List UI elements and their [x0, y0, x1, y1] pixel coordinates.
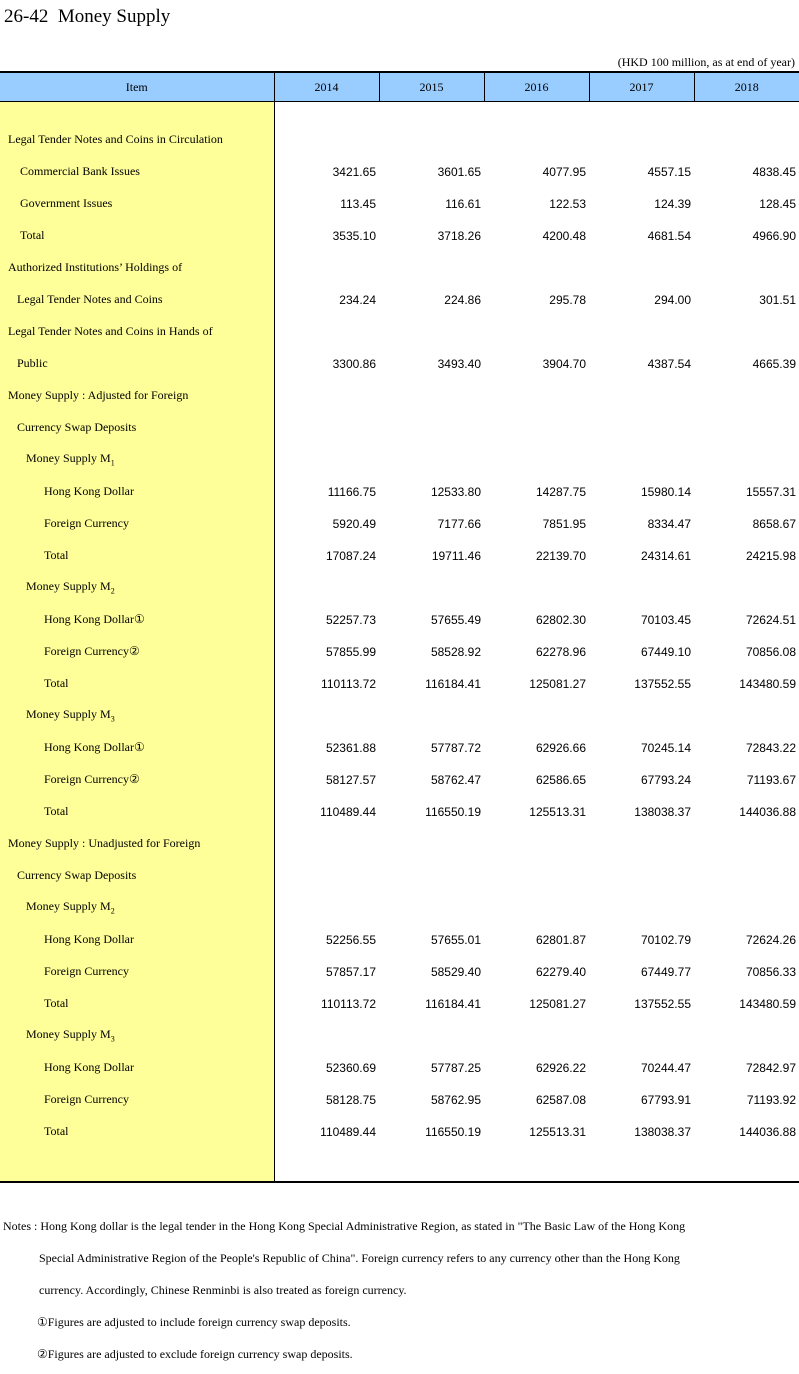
value-cell: 124.39 — [654, 196, 691, 211]
value-cell: 144036.88 — [739, 804, 796, 819]
row-label-text: Hong Kong Dollar① — [44, 740, 145, 754]
value-cell: 110489.44 — [320, 1124, 376, 1139]
row-label — [0, 796, 274, 828]
value-cell: 113.45 — [340, 196, 376, 211]
row-label-text: Money Supply M — [26, 899, 111, 914]
value-cell: 67449.77 — [640, 964, 691, 979]
row-label — [0, 732, 274, 764]
value-cell: 4665.39 — [752, 356, 796, 371]
value-cell: 3904.70 — [542, 356, 586, 371]
value-cell — [589, 572, 694, 604]
value-cell: 22139.70 — [535, 548, 586, 563]
row-label — [0, 316, 274, 348]
value-cell — [274, 700, 379, 732]
value-cell: 57855.99 — [325, 644, 376, 659]
footnote-1: ①Figures are adjusted to include foreign currency swap deposits. — [37, 1315, 351, 1329]
row-label — [0, 892, 274, 924]
value-cell — [379, 572, 484, 604]
table-row — [0, 636, 799, 668]
table-row — [0, 1020, 799, 1052]
row-label — [0, 924, 274, 956]
value-cell — [589, 252, 694, 284]
value-cell: 62802.30 — [535, 612, 586, 627]
table-row — [0, 700, 799, 732]
note-line: currency. Accordingly, Chinese Renminbi is also treated as foreign currency. — [39, 1283, 407, 1297]
value-cell — [589, 828, 694, 860]
value-cell: 7851.95 — [542, 516, 586, 531]
value-cell: 4557.15 — [647, 164, 691, 179]
value-cell: 3718.26 — [437, 228, 481, 243]
value-cell: 138038.37 — [634, 804, 691, 819]
row-label-text: Foreign Currency — [44, 964, 129, 978]
value-cell — [484, 700, 589, 732]
value-cell: 24314.61 — [640, 548, 691, 563]
row-label-text: Legal Tender Notes and Coins in Hands of — [8, 324, 213, 338]
value-cell — [379, 860, 484, 892]
row-label-text: Total — [44, 676, 69, 690]
year-header: 2017 — [589, 72, 694, 102]
value-cell: 301.51 — [759, 292, 796, 307]
row-label — [0, 668, 274, 700]
value-cell: 62926.22 — [535, 1060, 586, 1075]
row-label-text: Money Supply M — [26, 451, 111, 466]
notes-section — [3, 1214, 798, 1374]
value-cell: 4838.45 — [752, 164, 796, 179]
value-cell: 58128.75 — [325, 1092, 376, 1107]
value-cell: 62801.87 — [535, 932, 586, 947]
row-label-text: Public — [17, 356, 48, 370]
value-cell: 58762.95 — [430, 1092, 481, 1107]
value-cell — [694, 102, 799, 124]
value-cell: 57655.01 — [430, 932, 481, 947]
row-label-text: Government Issues — [20, 196, 113, 210]
row-label-subscript: 3 — [110, 714, 115, 724]
spacer-row — [0, 1148, 799, 1182]
value-cell — [379, 1020, 484, 1052]
value-cell — [484, 412, 589, 444]
value-cell: 15980.14 — [640, 484, 691, 499]
row-label-text: Foreign Currency — [44, 1092, 129, 1106]
value-cell: 3535.10 — [332, 228, 376, 243]
value-cell: 128.45 — [759, 196, 796, 211]
table-row — [0, 860, 799, 892]
value-cell: 4200.48 — [542, 228, 586, 243]
footnote-2: ②Figures are adjusted to exclude foreign currency swap deposits. — [37, 1347, 353, 1361]
value-cell: 125513.31 — [529, 804, 586, 819]
value-cell — [694, 700, 799, 732]
table-row — [0, 988, 799, 1020]
value-cell: 110113.72 — [321, 676, 376, 691]
row-label — [0, 700, 274, 732]
row-label — [0, 1052, 274, 1084]
value-cell: 71193.67 — [746, 772, 796, 787]
value-cell: 4681.54 — [647, 228, 691, 243]
value-cell: 58762.47 — [430, 772, 481, 787]
row-label — [0, 604, 274, 636]
value-cell — [379, 316, 484, 348]
row-label — [0, 1084, 274, 1116]
value-cell — [484, 316, 589, 348]
value-cell: 72843.22 — [745, 740, 796, 755]
value-cell: 14287.75 — [535, 484, 586, 499]
spacer-row — [0, 102, 799, 124]
value-cell — [589, 102, 694, 124]
row-label-text: Legal Tender Notes and Coins — [17, 292, 163, 306]
value-cell — [274, 252, 379, 284]
row-label — [0, 540, 274, 572]
value-cell: 125081.27 — [529, 676, 586, 691]
value-cell — [589, 1148, 694, 1182]
value-cell: 116.61 — [445, 196, 481, 211]
table-row — [0, 188, 799, 220]
row-label-text: Hong Kong Dollar — [44, 932, 134, 946]
value-cell: 116550.19 — [425, 804, 481, 819]
value-cell — [589, 380, 694, 412]
row-label — [0, 476, 274, 508]
value-cell: 122.53 — [549, 196, 586, 211]
note-line: Notes : Hong Kong dollar is the legal tender in the Hong Kong Special Administrative Region, as stated in "The Basic Law of the Hong Kong — [3, 1219, 686, 1233]
row-label — [0, 1116, 274, 1148]
value-cell: 58529.40 — [430, 964, 481, 979]
value-cell — [694, 892, 799, 924]
value-cell: 8334.47 — [647, 516, 691, 531]
value-cell — [379, 380, 484, 412]
value-cell — [484, 102, 589, 124]
year-header: 2016 — [484, 72, 589, 102]
value-cell: 70856.08 — [745, 644, 796, 659]
value-cell — [274, 412, 379, 444]
value-cell: 4387.54 — [647, 356, 691, 371]
row-label — [0, 956, 274, 988]
row-label-text: Total — [20, 228, 45, 242]
item-header: Item — [0, 72, 274, 102]
table-row — [0, 284, 799, 316]
row-label-text: Total — [44, 996, 69, 1010]
value-cell — [379, 444, 484, 476]
value-cell: 3300.86 — [332, 356, 376, 371]
value-cell: 67793.91 — [640, 1092, 691, 1107]
row-label-text: Currency Swap Deposits — [17, 868, 137, 882]
value-cell — [484, 1148, 589, 1182]
value-cell: 57857.17 — [325, 964, 376, 979]
value-cell: 67793.24 — [640, 772, 691, 787]
row-label-text: Total — [44, 804, 69, 818]
table-row — [0, 508, 799, 540]
row-label — [0, 348, 274, 380]
value-cell — [274, 1148, 379, 1182]
value-cell — [484, 1020, 589, 1052]
value-cell: 52257.73 — [325, 612, 376, 627]
value-cell: 224.86 — [444, 292, 481, 307]
value-cell: 62586.65 — [535, 772, 586, 787]
value-cell: 62279.40 — [535, 964, 586, 979]
value-cell: 137552.55 — [634, 996, 691, 1011]
value-cell: 62278.96 — [535, 644, 586, 659]
row-label — [0, 156, 274, 188]
page-title: 26-42 Money Supply — [4, 6, 171, 27]
value-cell: 138038.37 — [634, 1124, 691, 1139]
value-cell: 24215.98 — [745, 548, 796, 563]
table-row — [0, 604, 799, 636]
header-row — [0, 72, 799, 102]
value-cell — [589, 124, 694, 156]
row-label — [0, 412, 274, 444]
row-label — [0, 252, 274, 284]
value-cell — [274, 316, 379, 348]
table-row — [0, 956, 799, 988]
value-cell: 70245.14 — [640, 740, 691, 755]
value-cell — [589, 444, 694, 476]
table-row — [0, 252, 799, 284]
value-cell: 70244.47 — [640, 1060, 691, 1075]
table-row — [0, 540, 799, 572]
year-header: 2018 — [694, 72, 799, 102]
value-cell — [589, 1020, 694, 1052]
row-label-subscript: 2 — [110, 586, 115, 596]
money-supply-table — [0, 71, 799, 1183]
year-header: 2014 — [274, 72, 379, 102]
value-cell — [484, 380, 589, 412]
value-cell — [379, 412, 484, 444]
value-cell: 52256.55 — [325, 932, 376, 947]
value-cell: 7177.66 — [437, 516, 481, 531]
table-row — [0, 796, 799, 828]
value-cell: 52360.69 — [325, 1060, 376, 1075]
value-cell — [484, 572, 589, 604]
value-cell: 125513.31 — [529, 1124, 586, 1139]
value-cell: 8658.67 — [752, 516, 796, 531]
row-label-text: Money Supply M — [26, 579, 111, 594]
value-cell — [589, 316, 694, 348]
value-cell — [274, 444, 379, 476]
unit-note: (HKD 100 million, as at end of year) — [617, 55, 795, 69]
value-cell: 62587.08 — [535, 1092, 586, 1107]
row-label — [0, 188, 274, 220]
value-cell: 58528.92 — [430, 644, 481, 659]
row-label-subscript: 3 — [110, 1034, 115, 1044]
value-cell — [274, 572, 379, 604]
value-cell — [694, 124, 799, 156]
row-label-text: Hong Kong Dollar — [44, 484, 134, 498]
value-cell — [694, 444, 799, 476]
row-label — [0, 1020, 274, 1052]
value-cell: 62926.66 — [535, 740, 586, 755]
row-label — [0, 764, 274, 796]
table-row — [0, 348, 799, 380]
value-cell — [274, 892, 379, 924]
value-cell: 110113.72 — [321, 996, 376, 1011]
row-label-text: Hong Kong Dollar① — [44, 612, 145, 626]
table-row — [0, 1052, 799, 1084]
value-cell — [694, 380, 799, 412]
note-line: Special Administrative Region of the People's Republic of China". Foreign currency refers to any currency other than the Hong Kong — [39, 1251, 680, 1265]
value-cell: 137552.55 — [634, 676, 691, 691]
value-cell: 110489.44 — [320, 804, 376, 819]
value-cell: 52361.88 — [325, 740, 376, 755]
table-row — [0, 572, 799, 604]
value-cell: 17087.24 — [325, 548, 376, 563]
table-row — [0, 668, 799, 700]
value-cell: 143480.59 — [739, 676, 796, 691]
value-cell: 19711.46 — [431, 548, 481, 563]
row-label-text: Commercial Bank Issues — [20, 164, 140, 178]
year-header: 2015 — [379, 72, 484, 102]
row-label-text: Money Supply : Unadjusted for Foreign — [8, 836, 201, 850]
value-cell — [694, 860, 799, 892]
value-cell: 234.24 — [339, 292, 376, 307]
value-cell — [379, 102, 484, 124]
value-cell — [589, 412, 694, 444]
value-cell: 71193.92 — [746, 1092, 796, 1107]
value-cell: 72842.97 — [745, 1060, 796, 1075]
value-cell — [379, 1148, 484, 1182]
value-cell — [694, 252, 799, 284]
row-label — [0, 380, 274, 412]
value-cell — [484, 892, 589, 924]
table-row — [0, 892, 799, 924]
table-row — [0, 732, 799, 764]
label-cell — [0, 102, 274, 124]
row-label — [0, 444, 274, 476]
value-cell — [694, 1148, 799, 1182]
value-cell — [484, 828, 589, 860]
table-row — [0, 380, 799, 412]
value-cell: 72624.26 — [745, 932, 796, 947]
value-cell: 70102.79 — [640, 932, 691, 947]
value-cell — [379, 828, 484, 860]
row-label-text: Foreign Currency — [44, 516, 129, 530]
row-label-text: Foreign Currency② — [44, 772, 140, 786]
value-cell — [379, 892, 484, 924]
value-cell: 57655.49 — [430, 612, 481, 627]
row-label-text: Money Supply M — [26, 1027, 111, 1042]
value-cell — [379, 124, 484, 156]
value-cell: 116550.19 — [425, 1124, 481, 1139]
value-cell: 116184.41 — [425, 676, 481, 691]
value-cell: 295.78 — [549, 292, 586, 307]
value-cell — [484, 252, 589, 284]
row-label — [0, 828, 274, 860]
value-cell: 15557.31 — [745, 484, 796, 499]
value-cell — [484, 444, 589, 476]
row-label-text: Legal Tender Notes and Coins in Circulation — [8, 132, 223, 146]
value-cell: 4077.95 — [542, 164, 586, 179]
row-label-text: Currency Swap Deposits — [17, 420, 137, 434]
row-label-text: Hong Kong Dollar — [44, 1060, 134, 1074]
value-cell — [694, 1020, 799, 1052]
table-row — [0, 124, 799, 156]
value-cell: 116184.41 — [425, 996, 481, 1011]
value-cell: 144036.88 — [739, 1124, 796, 1139]
row-label — [0, 220, 274, 252]
value-cell: 11166.75 — [327, 484, 376, 499]
value-cell — [694, 828, 799, 860]
value-cell: 57787.25 — [430, 1060, 481, 1075]
row-label — [0, 508, 274, 540]
row-label — [0, 636, 274, 668]
value-cell: 125081.27 — [529, 996, 586, 1011]
row-label-text: Total — [44, 1124, 69, 1138]
value-cell — [694, 316, 799, 348]
value-cell — [274, 124, 379, 156]
value-cell: 57787.72 — [430, 740, 481, 755]
row-label — [0, 124, 274, 156]
value-cell: 4966.90 — [752, 228, 796, 243]
value-cell — [379, 252, 484, 284]
value-cell — [484, 124, 589, 156]
value-cell: 58127.57 — [325, 772, 376, 787]
value-cell — [589, 892, 694, 924]
value-cell: 3421.65 — [332, 164, 376, 179]
value-cell — [589, 700, 694, 732]
value-cell — [379, 700, 484, 732]
value-cell: 12533.80 — [430, 484, 481, 499]
value-cell: 5920.49 — [332, 516, 376, 531]
value-cell — [274, 380, 379, 412]
table-row — [0, 764, 799, 796]
table-row — [0, 476, 799, 508]
value-cell — [589, 860, 694, 892]
value-cell: 3493.40 — [437, 356, 481, 371]
row-label-text: Money Supply : Adjusted for Foreign — [8, 388, 189, 402]
row-label — [0, 284, 274, 316]
table-row — [0, 444, 799, 476]
value-cell: 72624.51 — [745, 612, 796, 627]
table-row — [0, 316, 799, 348]
table-row — [0, 1116, 799, 1148]
value-cell — [694, 572, 799, 604]
table-row — [0, 924, 799, 956]
row-label-text: Authorized Institutions’ Holdings of — [8, 260, 183, 274]
row-label — [0, 860, 274, 892]
value-cell — [274, 860, 379, 892]
value-cell: 67449.10 — [640, 644, 691, 659]
value-cell: 3601.65 — [437, 164, 481, 179]
row-label-text: Total — [44, 548, 69, 562]
row-label-text: Money Supply M — [26, 707, 111, 722]
row-label — [0, 988, 274, 1020]
table-row — [0, 220, 799, 252]
label-cell — [0, 1148, 274, 1182]
table-row — [0, 828, 799, 860]
row-label — [0, 572, 274, 604]
row-label-subscript: 1 — [110, 458, 115, 468]
value-cell — [274, 828, 379, 860]
table-row — [0, 156, 799, 188]
value-cell — [274, 1020, 379, 1052]
value-cell: 70856.33 — [745, 964, 796, 979]
table-row — [0, 412, 799, 444]
value-cell — [484, 860, 589, 892]
table-row — [0, 1084, 799, 1116]
value-cell: 143480.59 — [739, 996, 796, 1011]
row-label-text: Foreign Currency② — [44, 644, 140, 658]
value-cell — [694, 412, 799, 444]
value-cell — [274, 102, 379, 124]
row-label-subscript: 2 — [110, 906, 115, 916]
value-cell: 294.00 — [654, 292, 691, 307]
value-cell: 70103.45 — [640, 612, 691, 627]
